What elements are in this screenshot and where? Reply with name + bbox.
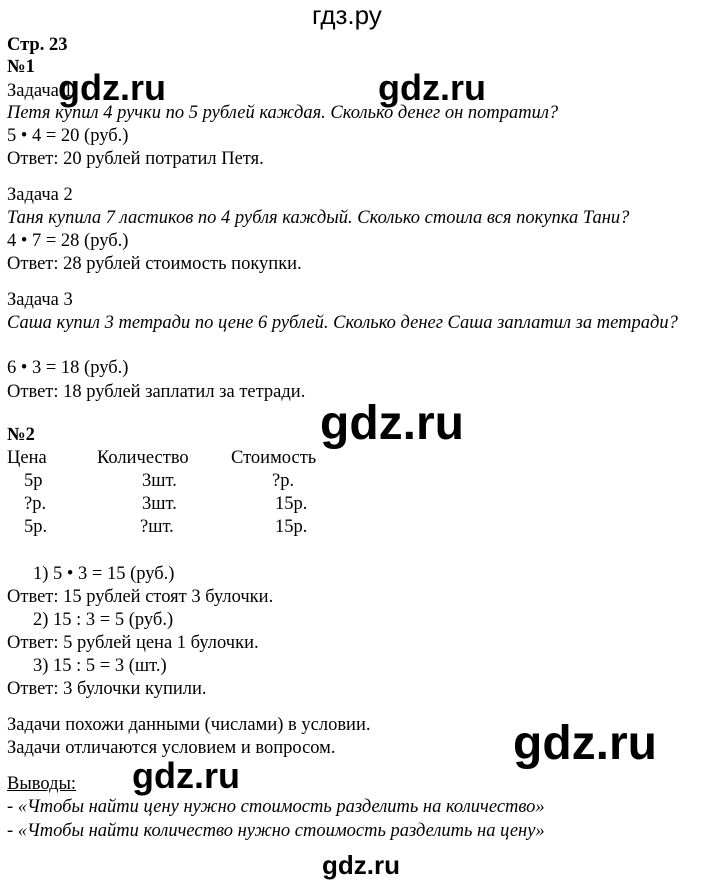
step-3-calc: 3) 15 : 5 = 3 (шт.) [33, 656, 167, 676]
task-3-title: Задача 3 [7, 290, 73, 310]
watermark: gdz.ru [513, 717, 657, 770]
conclusion-1: - «Чтобы найти цену нужно стоимость разделить на количество» [7, 797, 545, 817]
step-2-answer: Ответ: 5 рублей цена 1 булочки. [7, 633, 259, 653]
task-1-text: Петя купил 4 ручки по 5 рублей каждая. Сколько денег он потратил? [7, 103, 559, 123]
watermark: gdz.ru [378, 67, 486, 108]
step-1-answer: Ответ: 15 рублей стоят 3 булочки. [7, 587, 274, 607]
task-2-solution: 4 • 7 = 28 (руб.) [7, 231, 129, 251]
step-2-calc: 2) 15 : 3 = 5 (руб.) [33, 610, 174, 630]
table-cell: ?р. [24, 494, 47, 514]
table-cell: 5р [24, 471, 43, 491]
exercise-1-number: №1 [7, 57, 35, 77]
page-ref: Стр. 23 [7, 35, 68, 55]
table-header-quantity: Количество [97, 448, 189, 468]
task-1-answer: Ответ: 20 рублей потратил Петя. [7, 149, 264, 169]
task-2-title: Задача 2 [7, 185, 73, 205]
watermark: gdz.ru [322, 850, 400, 880]
table-header-cost: Стоимость [231, 448, 317, 468]
watermark: gdz.ru [58, 67, 166, 108]
table-cell: ?р. [272, 471, 295, 491]
task-2-answer: Ответ: 28 рублей стоимость покупки. [7, 254, 302, 274]
task-1-solution: 5 • 4 = 20 (руб.) [7, 126, 129, 146]
step-1-calc: 1) 5 • 3 = 15 (руб.) [33, 564, 175, 584]
table-cell: 15р. [275, 494, 308, 514]
table-cell: 5р. [24, 517, 48, 537]
exercise-2-number: №2 [7, 425, 35, 445]
step-3-answer: Ответ: 3 булочки купили. [7, 679, 207, 699]
table-cell: ?шт. [140, 517, 174, 537]
conclusions-title: Выводы: [7, 774, 77, 794]
task-1-title: Задача 1 [7, 81, 73, 101]
task-3-text: Саша купил 3 тетради по цене 6 рублей. Сколько денег Саша заплатил за тетради? [7, 313, 678, 333]
table-header-price: Цена [7, 448, 47, 468]
difference-note: Задачи отличаются условием и вопросом. [7, 738, 336, 758]
conclusion-2: - «Чтобы найти количество нужно стоимость разделить на цену» [7, 821, 545, 841]
task-2-text: Таня купила 7 ластиков по 4 рубля каждый. Сколько стоила вся покупка Тани? [7, 208, 630, 228]
site-header: гдз.ру [312, 0, 382, 30]
task-3-answer: Ответ: 18 рублей заплатил за тетради. [7, 382, 306, 402]
table-cell: 3шт. [142, 471, 177, 491]
table-cell: 15р. [275, 517, 308, 537]
task-3-solution: 6 • 3 = 18 (руб.) [7, 358, 129, 378]
watermark: gdz.ru [320, 397, 464, 450]
watermark: gdz.ru [132, 755, 240, 796]
table-cell: 3шт. [142, 494, 177, 514]
similarity-note: Задачи похожи данными (числами) в условии. [7, 715, 371, 735]
